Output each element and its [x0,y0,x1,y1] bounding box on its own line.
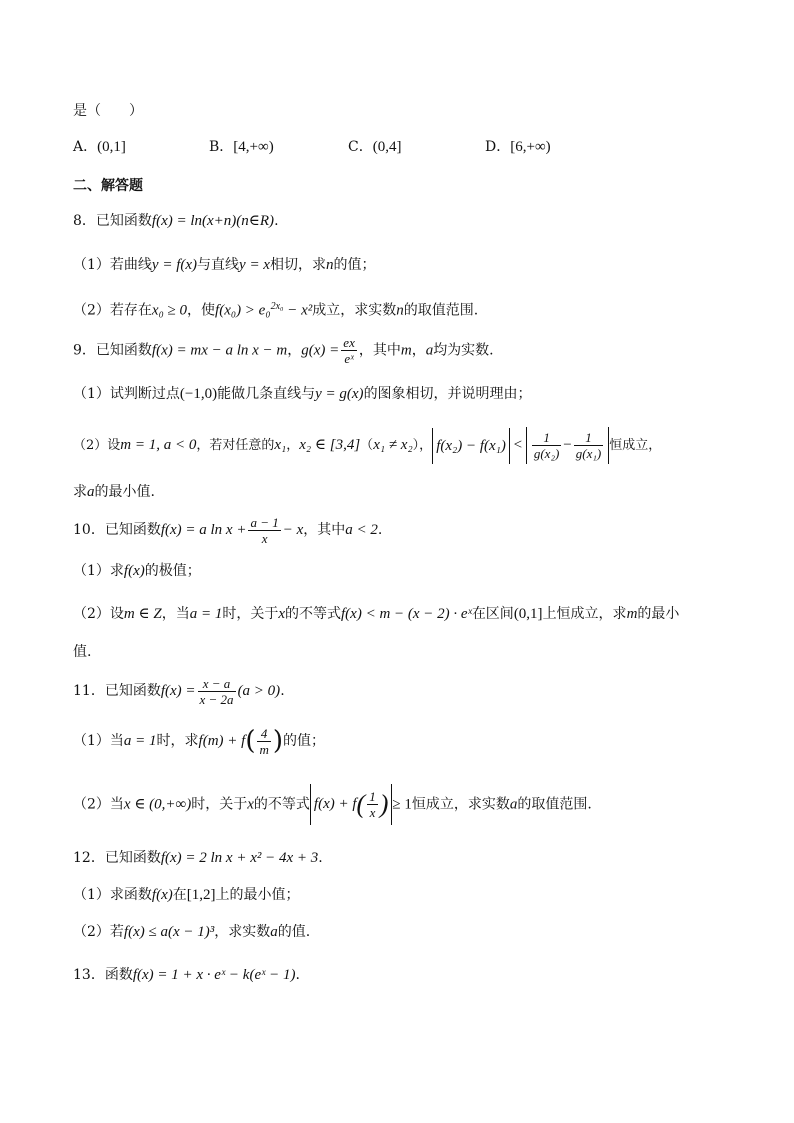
q8-part1: （1）若曲线y = f(x)与直线y = x相切，求n的值； [73,257,376,273]
q10-part2: （2）设m ∈ Z，当a = 1时，关于x的不等式f(x) < m − (x − 2) · eˣ在区间(0,1]上恒成立，求m的最小 [73,606,680,622]
q11-part1: （1）当a = 1时，求f(m) + f( $\frac{4}{m}$ )的值； [73,725,326,757]
section-title: 二、解答题 [73,178,143,194]
q11-abs: f(x) + f( $\frac{1}{x}$ ) [310,784,392,825]
q12-part2: （2）若f(x) ≤ a(x − 1)³，求实数a的值. [73,924,311,940]
q9-abs-left: f(x₂) − f(x₁) [432,428,510,464]
option-a: A．(0,1] [73,139,126,155]
q9-abs-right: $\frac{1}{\text{g(x₂)}}$ − $\frac{1}{\text{g(x₁)}}$ [526,427,609,464]
q8-stem: 8．已知函数f(x) = ln(x+n)(n∈R). [73,213,279,229]
q7-tail-text: 是（ ） [73,103,143,119]
q13-stem: 13．函数f(x) = 1 + x · eˣ − k(eˣ − 1). [73,967,300,983]
q7-tail [73,101,143,121]
q9-part1: （1）试判断过点(−1,0)能做几条直线与y = g(x)的图象相切，并说明理由； [73,386,532,402]
q9-part2: （2）设m = 1, a < 0，若对任意的x₁，x₂ ∈ [3,4]（x₁ ≠ x₂）， f(x₂) − f(x₁) < $\frac{1}{\text{g(x₂)}}$ − $\frac{1}{\text{g(x₁)}}$ 恒成立， [73,427,661,464]
option-c: C．(0,4] [348,139,402,155]
q9-fraction: $\frac{ex}{\text{eˣ}}$ [343,335,355,366]
q10-stem: 10．已知函数f(x) = a ln x + $\frac{a - 1}{x}$ − x，其中a < 2. [73,514,383,546]
q12-part1: （1）求函数f(x)在[1,2]上的最小值； [73,887,300,903]
q9-stem: 9．已知函数f(x) = mx − a ln x − m，g(x) = $\frac{ex}{\text{eˣ}}$ ，其中m，a均为实数. [73,335,494,366]
q11-stem: 11．已知函数f(x) = $\frac{x - a}{x - 2a}$ (a > 0). [73,675,285,707]
q11-part2: （2）当x ∈ (0,+∞)时，关于x的不等式 f(x) + f( $\frac{1}{x}$ ) ≥ 1恒成立，求实数a的取值范围. [73,784,592,825]
option-d: D．[6,+∞) [485,139,551,155]
q9-part2-tail: 求a的最小值. [73,484,155,500]
q7-options [73,137,713,157]
option-b: B．[4,+∞) [209,139,274,155]
q8-part2: （2）若存在x₀ ≥ 0，使f(x₀) > e₀$^{2x_0}$ − x²成立，求实数n的取值范围. [73,301,479,319]
q10-part1: （1）求f(x)的极值； [73,563,201,579]
q12-stem: 12．已知函数f(x) = 2 ln x + x² − 4x + 3. [73,850,323,866]
q10-part2-tail: 值. [73,644,92,660]
